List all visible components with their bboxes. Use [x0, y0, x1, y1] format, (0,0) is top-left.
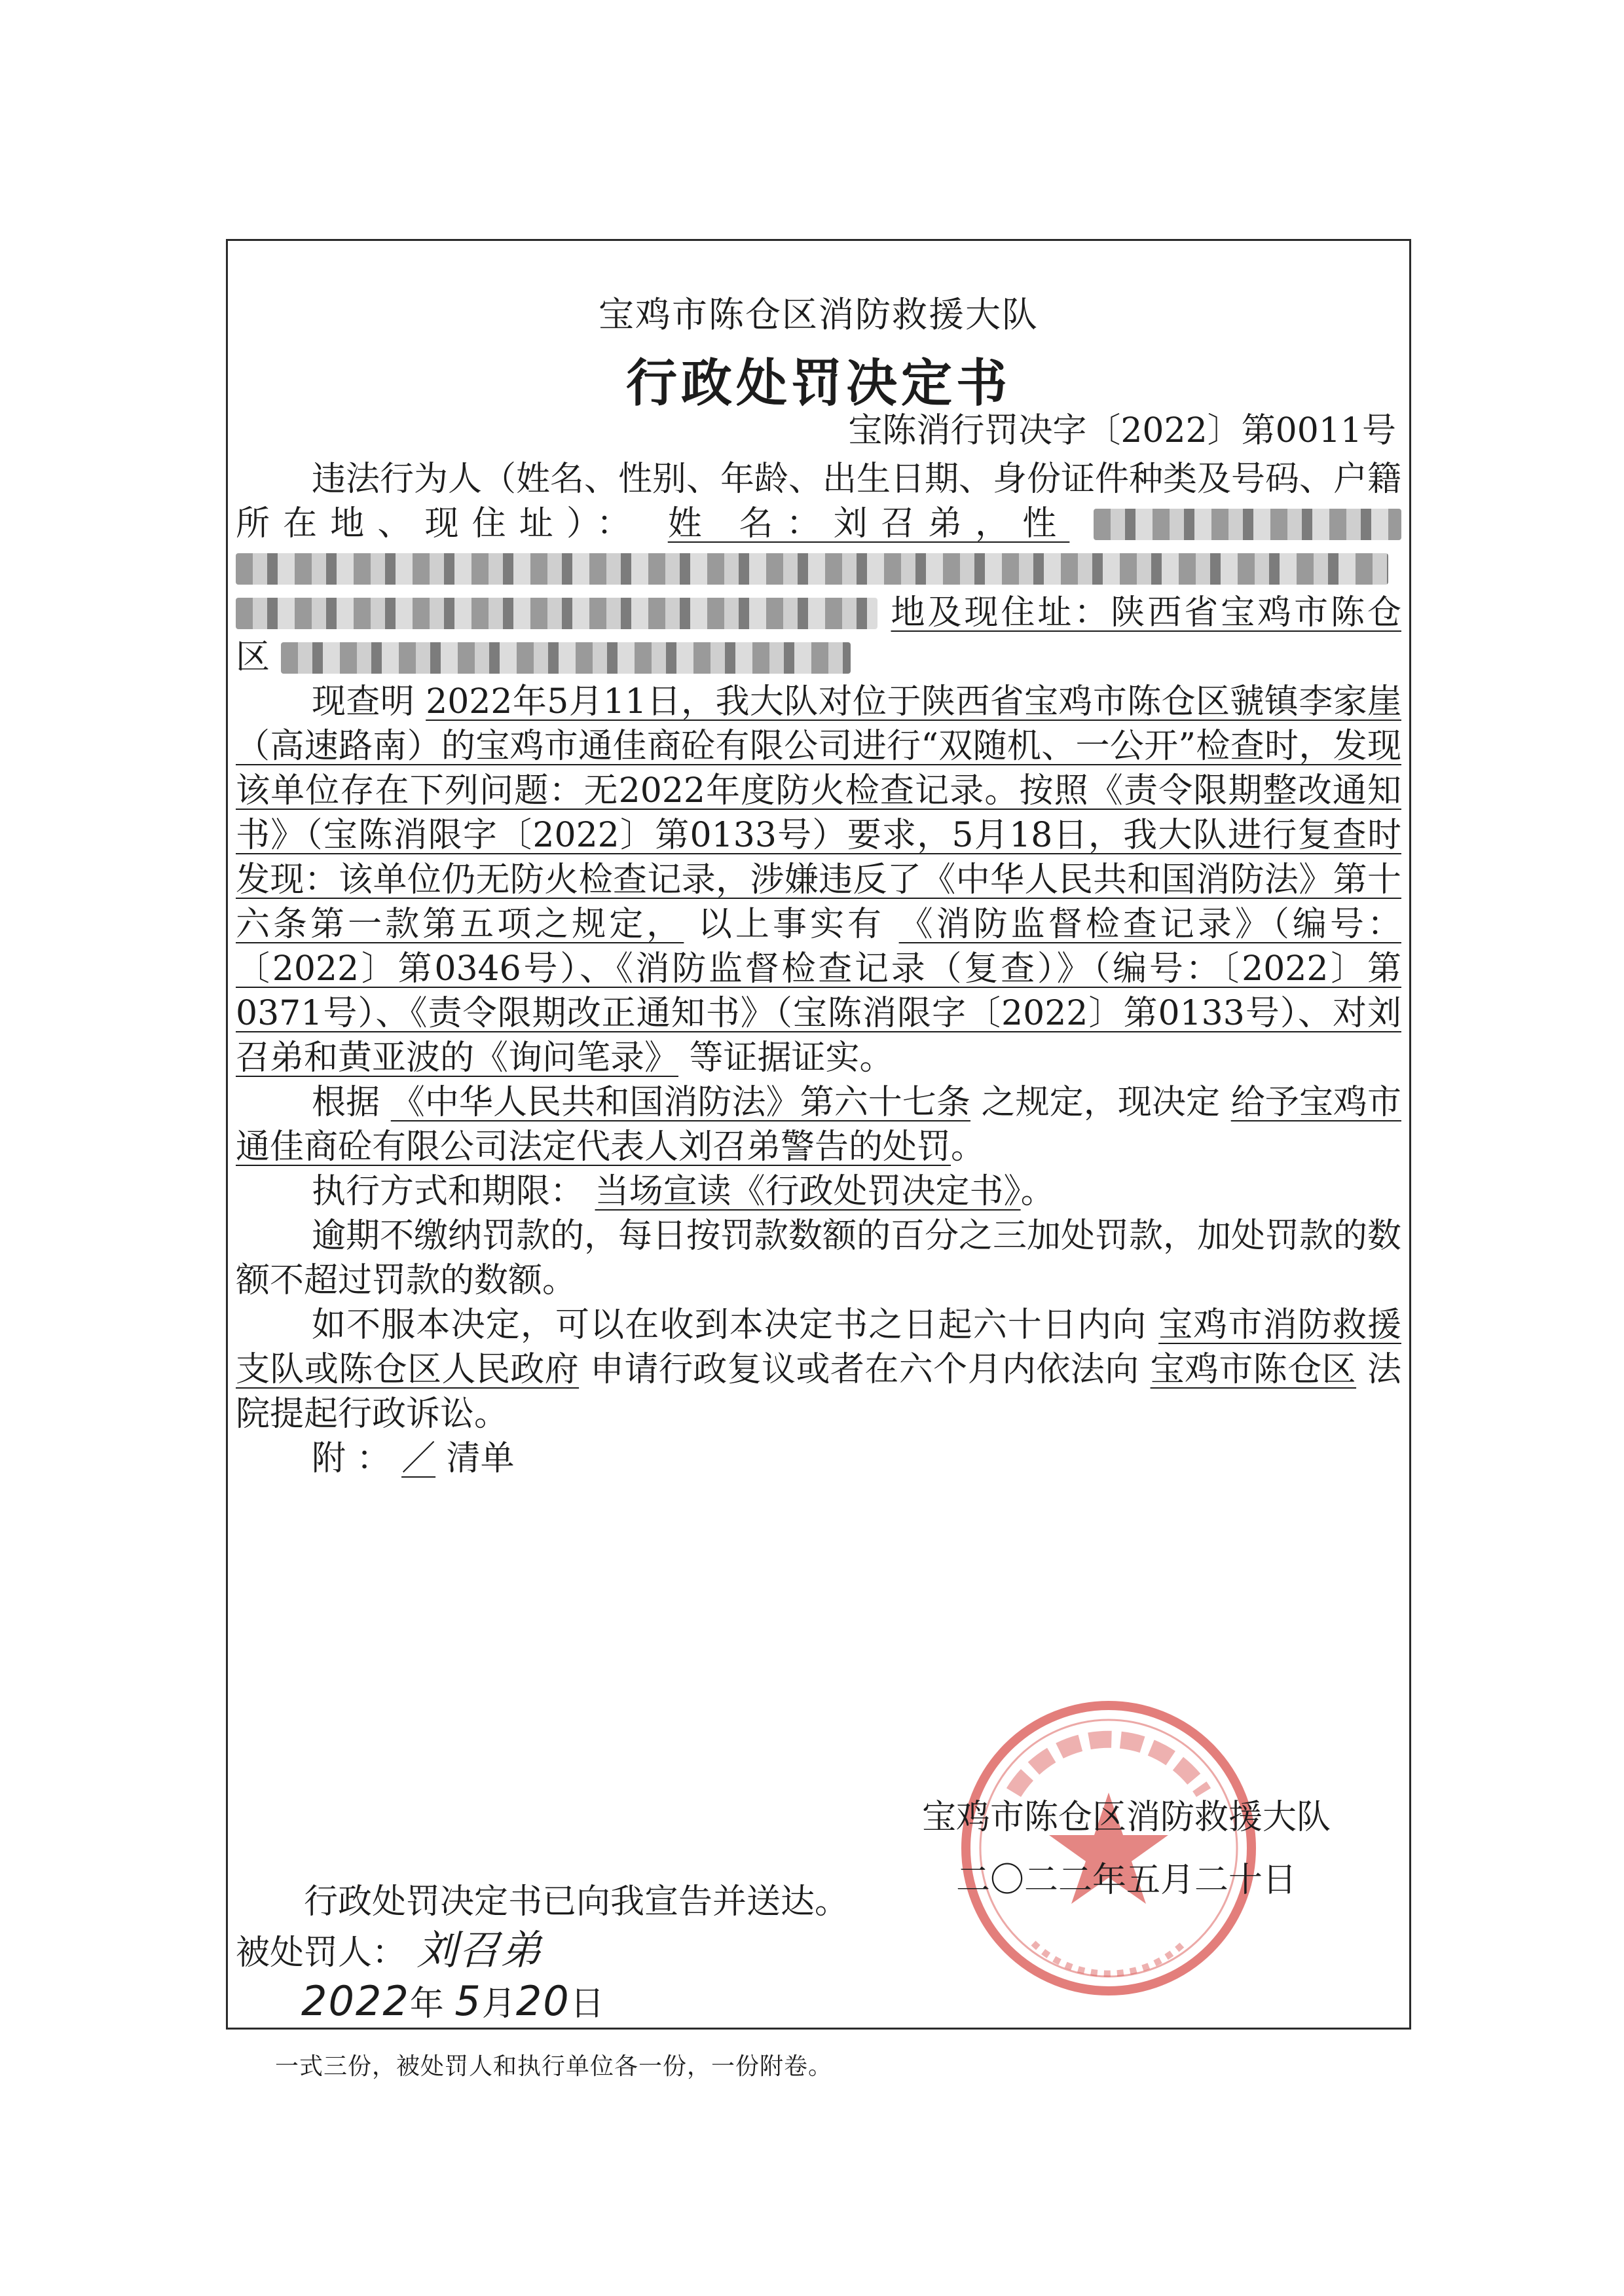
day-char: 日 — [570, 1984, 604, 2024]
handwritten-signature: 刘召弟 — [416, 1926, 543, 1974]
issuer-name: 宝鸡市陈仓区消防救援大队 — [921, 1798, 1331, 1837]
decision-end: 。 — [951, 1127, 986, 1167]
facts-lead: 现查明 — [312, 682, 415, 721]
month-char: 月 — [481, 1984, 516, 2024]
redacted-block — [1094, 509, 1401, 540]
court: 宝鸡市陈仓区 — [1150, 1350, 1357, 1389]
late-fee-paragraph: 逾期不缴纳罚款的，每日按罚款数额的百分之三加处罚款，加处罚款的数额不超过罚款的数额。 — [236, 1216, 1402, 1300]
sign-year: 2022 — [301, 1977, 410, 2025]
sign-date — [236, 1977, 849, 2028]
redacted-block — [281, 642, 851, 674]
legal-basis: 《中华人民共和国消防法》第六十七条 — [390, 1083, 970, 1122]
appeal-end: 法院提起行政诉讼。 — [236, 1350, 1402, 1434]
acknowledgement-text: 行政处罚决定书已向我宣告并送达。 — [304, 1882, 849, 1922]
execution-paragraph — [236, 1169, 1401, 1214]
attachment-paragraph — [236, 1436, 1401, 1481]
organization-name: 宝鸡市陈仓区消防救援大队 — [599, 294, 1039, 335]
appeal-paragraph — [236, 1303, 1401, 1436]
signature-line — [236, 1926, 849, 1977]
punished-person-label: 被处罚人： — [236, 1933, 407, 1973]
sign-month: 5 — [454, 1977, 482, 2025]
evidence-list: 《消防监督检查记录》（编号：〔2022〕第0346号）、《消防监督检查记录（复查）》（编号：〔2022〕第0371号）、《责令限期改正通知书》（宝陈消限字〔2022〕第0133号）、对刘召弟和黄亚波的《询问笔录》 — [236, 905, 1401, 1078]
footer-note: 一式三份，被处罚人和执行单位各一份，一份附卷。 — [275, 2053, 833, 2080]
document-title: 行政处罚决定书 — [625, 354, 1011, 413]
penalty: 给予宝鸡市通佳商砼有限公司法定代表人刘召弟警告的处罚 — [236, 1083, 1401, 1167]
year-char: 年 — [409, 1984, 444, 2024]
issuer-block — [922, 1786, 1331, 1912]
document-number: 宝陈消行罚决字〔2022〕第0011号 — [848, 411, 1396, 450]
decision-lead: 根据 — [312, 1083, 380, 1122]
acknowledgement-block — [236, 1878, 849, 2028]
offender-line-start: 区 — [236, 638, 270, 677]
execution-lead: 执行方式和期限： — [312, 1172, 585, 1211]
execution-method: 当场宣读《行政处罚决定书》 — [595, 1172, 1021, 1211]
document-body — [236, 457, 1401, 1481]
offender-address-fragment: 地及现住址：陕西省宝鸡市陈仓 — [891, 593, 1401, 632]
decision-paragraph — [236, 1080, 1401, 1169]
appeal-lead: 如不服本决定，可以在收到本决定书之日起六十日内向 — [312, 1305, 1147, 1345]
evidence-lead: 以上事实有 — [697, 905, 885, 944]
sign-day: 20 — [515, 1977, 570, 2025]
facts-text: 2022年5月11日，我大队对位于陕西省宝鸡市陈仓区虢镇李家崖（高速路南）的宝鸡市通佳商砼有限公司进行“双随机、一公开”检查时，发现该单位存在下列问题：无2022年度防火检查记录。按照《责令限期整改通知书》（宝陈消限字〔2022〕第0133号）要求，5月18日，我大队进行复查时发现：该单位仍无防火检查记录，涉嫌违反了《中华人民共和国消防法》第十六条第一款第五项之规定， — [236, 682, 1401, 944]
evidence-tail: 等证据证实。 — [689, 1038, 894, 1078]
offender-label: 违法行为人（姓名、性别、年龄、出生日期、身份证件种类及号码、户籍所在地、现住址）： — [236, 460, 1402, 543]
redacted-block — [236, 553, 1388, 585]
execution-end: 。 — [1020, 1172, 1055, 1211]
appeal-mid: 申请行政复议或者在六个月内依法向 — [590, 1350, 1139, 1389]
document-frame — [226, 239, 1411, 2030]
offender-paragraph — [236, 457, 1401, 680]
review-body: 宝鸡市消防救援支队或陈仓区人民政府 — [236, 1305, 1401, 1389]
facts-paragraph — [236, 680, 1401, 1080]
decision-mid: 之规定，现决定 — [981, 1083, 1221, 1122]
attachment-tail: 清单 — [446, 1439, 515, 1478]
redacted-block — [236, 598, 877, 629]
offender-name: 姓 名：刘召弟，性 — [667, 504, 1070, 543]
attachment-value: ／ — [401, 1439, 436, 1478]
attachment-lead: 附 ： — [312, 1439, 391, 1478]
issue-date: 二〇二二年五月二十日 — [955, 1861, 1297, 1900]
